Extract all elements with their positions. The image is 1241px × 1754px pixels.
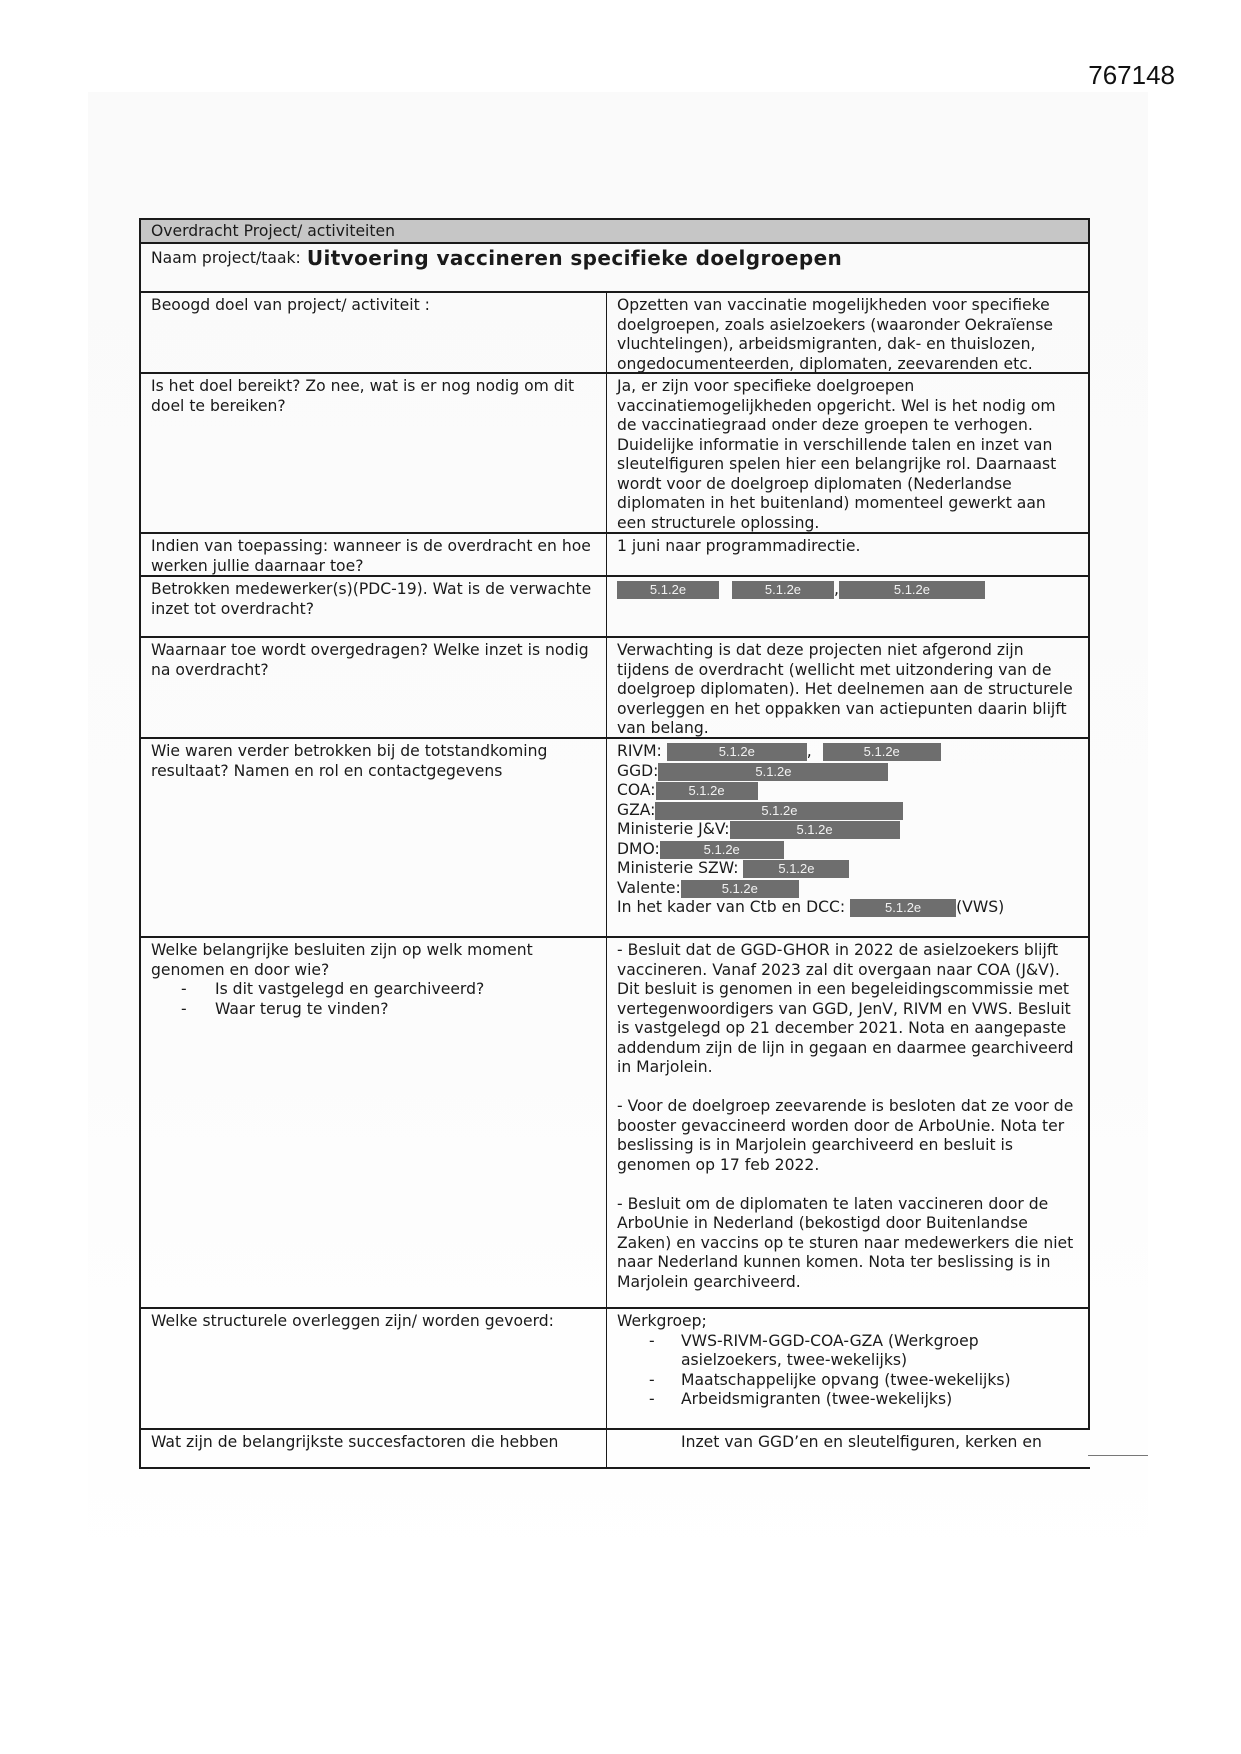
contact-org: Ministerie J&V: <box>617 820 730 838</box>
sub-question-list <box>151 980 596 1019</box>
contact-org: COA: <box>617 781 656 799</box>
contact-coa <box>617 781 1079 801</box>
redaction-block: 5.1.2e <box>660 841 784 859</box>
contact-org: GGD: <box>617 761 659 780</box>
contact-org: GZA: <box>617 800 656 819</box>
question-text: Betrokken medewerker(s)(PDC-19). Wat is de verwachte inzet tot overdracht? <box>151 580 592 618</box>
row-staff <box>141 577 1090 638</box>
contact-jv <box>617 820 1079 840</box>
project-name-label: Naam project/taak: <box>151 249 301 267</box>
table-bottom-rule-extension <box>1088 1455 1148 1456</box>
row-handover-date <box>141 534 1090 577</box>
decision-paragraph: - Voor de doelgroep zeevarende is besloten dat ze voor de booster gevaccineerd worden door de ArboUnie. Nota ter beslissing is in Marjolein gearchiveerd en besluit is genomen op 17 feb 2022. <box>617 1097 1074 1174</box>
redaction-block: 5.1.2e <box>732 581 834 599</box>
answer-text: Inzet van GGD’en en sleutelfiguren, kerken en <box>681 1433 1042 1451</box>
question-text: Waarnaar toe wordt overgedragen? Welke inzet is nodig na overdracht? <box>151 641 589 679</box>
row-achieved <box>141 374 1090 534</box>
answer-text: 1 juni naar programmadirectie. <box>617 537 861 555</box>
question-cell <box>141 1430 607 1467</box>
row-success-factors <box>141 1430 1090 1469</box>
meeting-item: - Arbeidsmigranten (twee-wekelijks) <box>617 1390 1079 1410</box>
contact-szw <box>617 859 1079 879</box>
separator: , <box>833 580 839 598</box>
contact-org: RIVM: <box>617 742 662 760</box>
question-cell <box>141 739 607 936</box>
sub-question: - Is dit vastgelegd en gearchiveerd? <box>151 980 596 1000</box>
decision-paragraph: - Besluit dat de GGD-GHOR in 2022 de asielzoekers blijft vaccineren. Vanaf 2023 zal dit overgaan naar COA (J&V). Dit besluit is genomen in een begeleidingscommissie met vertegenwoordigers van GGD, JenV, RIVM en VWS. Besluit is vastgelegd op 21 december 2021. Nota en aangepaste addendum zijn de lijn in gegaan en daarmee gearchiveerd in Marjolein. <box>617 941 1074 1076</box>
question-text: Beoogd doel van project/ activiteit : <box>151 296 430 314</box>
document-number: 767148 <box>1088 60 1175 90</box>
contact-suffix: (VWS) <box>956 898 1005 916</box>
question-text: Is het doel bereikt? Zo nee, wat is er nog nodig om dit doel te bereiken? <box>151 377 575 415</box>
section-title: Overdracht Project/ activiteiten <box>141 220 1090 244</box>
row-meetings <box>141 1309 1090 1430</box>
question-cell <box>141 938 607 1307</box>
question-text: Welke structurele overleggen zijn/ worden gevoerd: <box>151 1312 554 1330</box>
contact-org: In het kader van Ctb en DCC: <box>617 898 846 916</box>
redaction-block: 5.1.2e <box>743 860 849 878</box>
sub-question: - Waar terug te vinden? <box>151 1000 596 1020</box>
redaction-block: 5.1.2e <box>656 782 758 800</box>
question-text: Indien van toepassing: wanneer is de overdracht en hoe werken jullie daarnaar toe? <box>151 537 591 575</box>
handover-form <box>139 218 1090 1469</box>
answer-cell <box>607 938 1090 1307</box>
separator: , <box>806 742 812 760</box>
question-text: Welke belangrijke besluiten zijn op welk moment genomen en door wie? <box>151 941 533 979</box>
answer-text: Ja, er zijn voor specifieke doelgroepen vaccinatiemogelijkheden opgericht. Wel is het nodig om de vaccinatiegraad onder deze groepen te verhogen. Duidelijke informatie in verschillende talen en inzet van sleutelfiguren spelen hier een belangrijke rol. Daarnaast wordt voor de doelgroep diplomaten (Nederlandse diplomaten in het buitenland) momenteel gewerkt aan een structurele oplossing. <box>617 377 1057 532</box>
contact-ctb-dcc <box>617 898 1079 918</box>
meetings-intro: Werkgroep; <box>617 1312 707 1330</box>
contact-rivm <box>617 742 1079 762</box>
row-involved <box>141 739 1090 938</box>
row-goal <box>141 293 1090 374</box>
redaction-block: 5.1.2e <box>730 821 900 839</box>
contact-org: Ministerie SZW: <box>617 859 739 877</box>
contact-org: DMO: <box>617 839 660 858</box>
redaction-block: 5.1.2e <box>850 899 956 917</box>
question-cell <box>141 374 607 532</box>
question-cell <box>141 577 607 636</box>
answer-cell <box>607 739 1090 936</box>
answer-text: Verwachting is dat deze projecten niet afgerond zijn tijdens de overdracht (wellicht met uitzondering van de doelgroep diplomaten). Het deelnemen aan de structurele overleggen en het oppakken van actiepunten daarin blijft van belang. <box>617 641 1073 737</box>
decision-paragraph: - Besluit om de diplomaten te laten vaccineren door de ArboUnie in Nederland (bekostigd door Buitenlandse Zaken) en vaccins op te sturen naar medewerkers die niet naar Nederland kunnen komen. Nota ter beslissing is in Marjolein gearchiveerd. <box>617 1194 1074 1291</box>
answer-cell <box>607 577 1090 636</box>
answer-cell <box>607 534 1090 575</box>
question-text: Wat zijn de belangrijkste succesfactoren die hebben <box>151 1433 559 1451</box>
contact-org: Valente: <box>617 878 681 897</box>
meeting-item: - Maatschappelijke opvang (twee-wekelijks) <box>617 1371 1079 1391</box>
redaction-block: 5.1.2e <box>823 743 941 761</box>
redaction-block: 5.1.2e <box>655 802 903 820</box>
redaction-block: 5.1.2e <box>617 581 719 599</box>
project-name-value: Uitvoering vaccineren specifieke doelgroepen <box>306 246 843 270</box>
project-name-row <box>141 244 1090 293</box>
answer-cell <box>607 638 1090 737</box>
row-decisions <box>141 938 1090 1309</box>
contact-gza <box>617 801 1079 821</box>
contact-valente <box>617 879 1079 899</box>
question-cell <box>141 1309 607 1428</box>
redaction-block: 5.1.2e <box>667 743 807 761</box>
meetings-list <box>617 1332 1079 1410</box>
redaction-block: 5.1.2e <box>839 581 985 599</box>
answer-text: Opzetten van vaccinatie mogelijkheden voor specifieke doelgroepen, zoals asielzoekers (waaronder Oekraïense vluchtelingen), arbeidsmigranten, dak- en thuislozen, ongedocumenteerden, diplomaten, zeevarenden etc. <box>617 296 1053 373</box>
answer-cell <box>607 374 1090 532</box>
answer-cell <box>607 1430 1090 1467</box>
redaction-block: 5.1.2e <box>681 880 799 898</box>
row-handover-to <box>141 638 1090 739</box>
question-cell <box>141 534 607 575</box>
staff-redactions <box>617 580 1079 600</box>
redaction-block: 5.1.2e <box>658 763 888 781</box>
question-text: Wie waren verder betrokken bij de totstandkoming resultaat? Namen en rol en contactgegevens <box>151 742 548 780</box>
question-cell <box>141 293 607 372</box>
contact-ggd <box>617 762 1079 782</box>
meeting-item: - VWS-RIVM-GGD-COA-GZA (Werkgroep asielzoekers, twee-wekelijks) <box>617 1332 1079 1371</box>
contact-dmo <box>617 840 1079 860</box>
question-cell <box>141 638 607 737</box>
answer-cell <box>607 1309 1090 1428</box>
answer-cell <box>607 293 1090 372</box>
